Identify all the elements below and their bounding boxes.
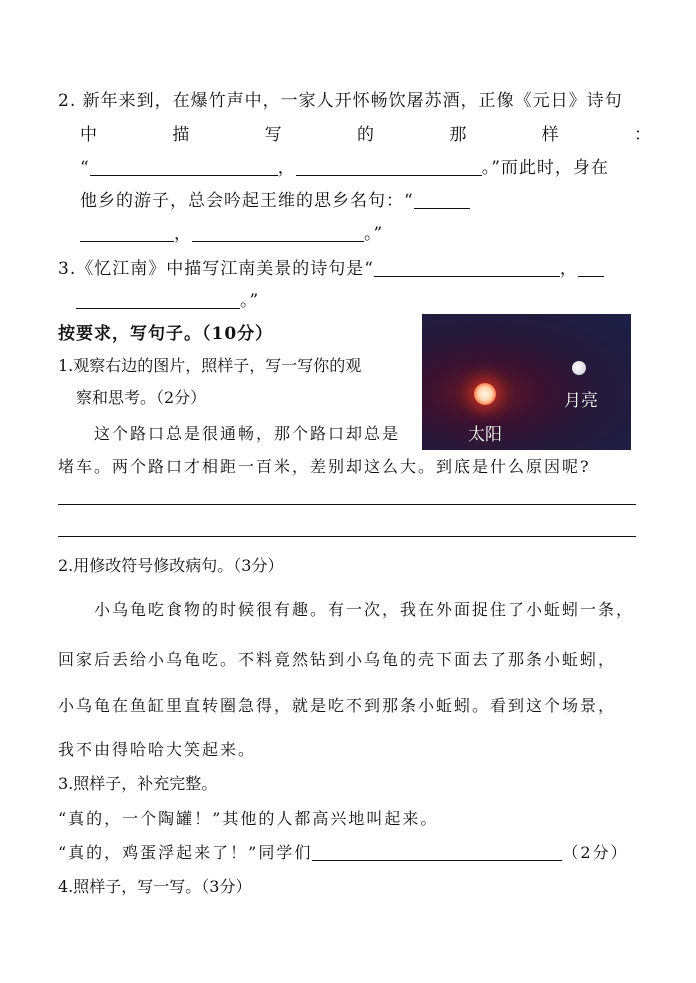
section-title: 按要求，写句子。（10分） [58, 324, 274, 344]
answer-blank[interactable] [374, 260, 560, 277]
q3-line1 [58, 254, 604, 279]
q2-char: 那 [449, 125, 468, 145]
q2-line1: 2. 新年来到，在爆竹声中，一家人开怀畅饮屠苏酒，正像《元日》诗句 [58, 91, 623, 111]
answer-blank[interactable] [90, 159, 278, 176]
q2-char: 中 [80, 125, 98, 145]
answer-blank[interactable] [296, 159, 482, 176]
s2-para-line4: 我不由得哈哈大笑起来。 [58, 740, 257, 759]
s1-example2: 堵车。两个路口才相距一百米，差别却这么大。到底是什么原因呢? [58, 457, 591, 476]
q2-char: ： [633, 125, 652, 145]
q2-line2 [80, 120, 652, 145]
comma: ， [174, 224, 192, 244]
answer-blank[interactable] [80, 225, 174, 242]
quote-open: “ [80, 158, 90, 178]
s4-title: 4.照样子，写一写。（3分） [58, 877, 252, 896]
s1-line1: 1.观察右边的图片，照样子，写一写你的观 [58, 356, 362, 375]
q3-line2 [76, 286, 259, 311]
q3-line1-text: 3.《忆江南》中描写江南美景的诗句是“ [58, 259, 374, 279]
s1-example1: 这个路口总是很通畅，那个路口却总是 [94, 424, 401, 443]
s2-para-line1: 小乌龟吃食物的时候很有趣。有一次，我在外面捉住了小蚯蚓一条， [94, 600, 635, 619]
s2-title: 2.用修改符号修改病句。（3分） [58, 556, 284, 575]
sun-icon [474, 383, 496, 405]
s3-example: “真的，一个陶罐！”其他的人都高兴地叫起来。 [58, 809, 439, 828]
answer-line[interactable] [58, 536, 636, 537]
q2-char: 写 [264, 125, 283, 145]
answer-blank[interactable] [578, 260, 604, 277]
q2-char: 样 [541, 125, 560, 145]
moon-icon [572, 361, 586, 375]
q2-char: 描 [172, 125, 191, 145]
answer-blank[interactable] [76, 292, 240, 309]
answer-blank[interactable] [192, 225, 364, 242]
moon-label: 月亮 [564, 391, 598, 411]
s1-line2: 察和思考。（2分） [76, 388, 207, 407]
answer-blank[interactable] [312, 844, 562, 861]
q2-line4-text: 他乡的游子，总会吟起王维的思乡名句：“ [80, 191, 414, 211]
s3-prompt: “真的，鸡蛋浮起来了！”同学们 [58, 843, 313, 862]
answer-blank[interactable] [414, 192, 470, 209]
s3-score: （2分） [562, 843, 629, 862]
q2-char: 的 [356, 125, 375, 145]
answer-line[interactable] [58, 504, 636, 505]
s3-title: 3.照样子，补充完整。 [58, 774, 218, 793]
quote-close: 。” [364, 224, 384, 244]
sun-moon-photo [422, 314, 631, 450]
s2-para-line3: 小乌龟在鱼缸里直转圈急得，就是吃不到那条小蚯蚓。看到这个场景， [58, 696, 617, 715]
quote-close: 。” [240, 291, 260, 311]
s3-prompt-line [58, 840, 629, 863]
q2-line5 [80, 219, 383, 244]
comma: ， [277, 158, 296, 178]
sun-label: 太阳 [468, 425, 502, 445]
s2-para-line2: 回家后丢给小乌龟吃。不料竟然钻到小乌龟的壳下面去了那条小蚯蚓， [58, 650, 617, 669]
q2-line4 [80, 186, 470, 211]
comma: ， [559, 259, 578, 279]
q2-line3 [80, 153, 609, 178]
q2-line3-end: 。”而此时，身在 [481, 158, 609, 178]
